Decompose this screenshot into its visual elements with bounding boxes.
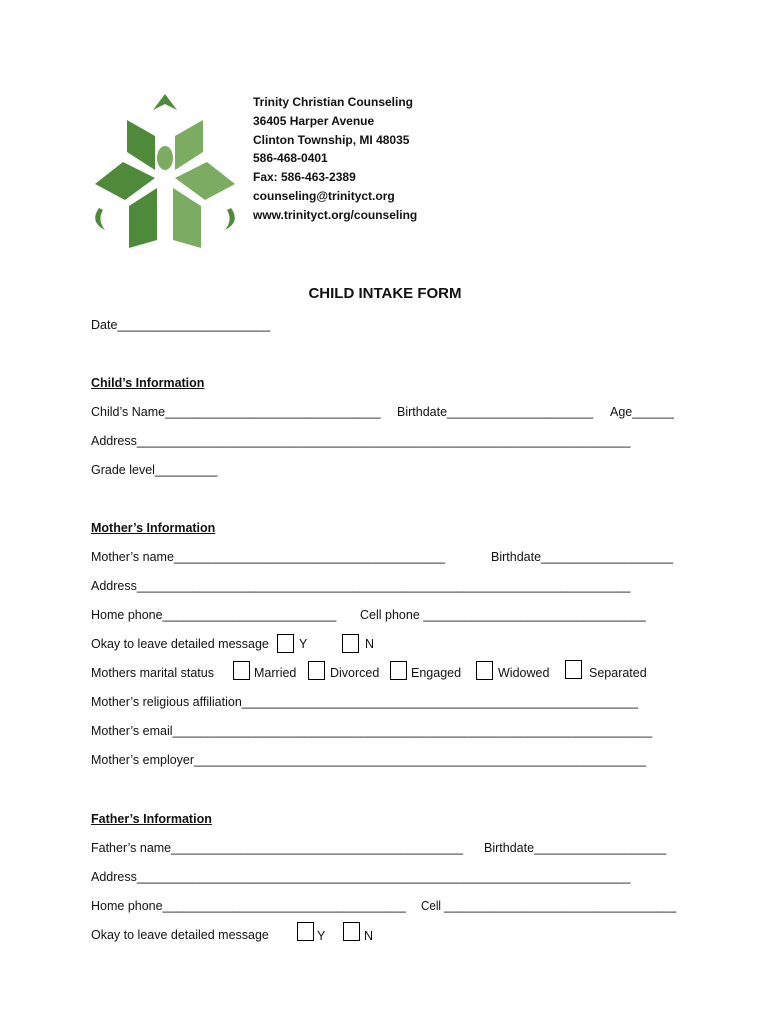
form-title: CHILD INTAKE FORM xyxy=(308,285,462,302)
date-field[interactable]: Date______________________ xyxy=(91,318,271,332)
child-birthdate-field[interactable]: Birthdate_____________________ xyxy=(397,405,594,419)
father-message-label: Okay to leave detailed message xyxy=(91,928,269,942)
mother-name-field[interactable]: Mother’s name_______________________________________ xyxy=(91,550,446,564)
child-address-field[interactable]: Address_______________________________________________________________________ xyxy=(91,434,631,448)
mother-religious-field[interactable]: Mother’s religious affiliation_________________________________________________________ xyxy=(91,695,639,709)
father-message-no-label: N xyxy=(364,929,374,943)
mother-section-heading: Mother’s Information xyxy=(91,521,216,535)
child-section-heading: Child’s Information xyxy=(91,376,205,390)
mother-cell-phone-field[interactable]: Cell phone ________________________________ xyxy=(360,608,646,622)
org-phone: 586-468-0401 xyxy=(253,151,328,166)
mother-address-field[interactable]: Address_______________________________________________________________________ xyxy=(91,579,631,593)
mother-employer-field[interactable]: Mother’s employer_________________________________________________________________ xyxy=(91,753,646,767)
divorced-checkbox[interactable] xyxy=(308,661,325,680)
mother-message-yes-label: Y xyxy=(299,637,308,651)
father-birthdate-field[interactable]: Birthdate___________________ xyxy=(484,841,667,855)
married-checkbox[interactable] xyxy=(233,661,250,680)
child-grade-field[interactable]: Grade level_________ xyxy=(91,463,218,477)
org-street: 36405 Harper Avenue xyxy=(253,113,375,128)
mother-marital-label: Mothers marital status xyxy=(91,666,214,680)
mother-birthdate-field[interactable]: Birthdate___________________ xyxy=(491,550,674,564)
father-name-field[interactable]: Father’s name__________________________________________ xyxy=(91,841,464,855)
org-website: www.trinityct.org/counseling xyxy=(253,207,418,222)
trinity-logo-icon xyxy=(85,88,245,248)
org-city: Clinton Township, MI 48035 xyxy=(253,132,410,147)
mother-message-no-checkbox[interactable] xyxy=(342,634,359,653)
child-age-field[interactable]: Age______ xyxy=(610,405,674,419)
org-name: Trinity Christian Counseling xyxy=(253,95,414,109)
separated-checkbox[interactable] xyxy=(565,660,582,679)
mother-home-phone-field[interactable]: Home phone_________________________ xyxy=(91,608,337,622)
mother-message-no-label: N xyxy=(365,637,375,651)
org-fax: Fax: 586-463-2389 xyxy=(253,170,356,185)
father-cell-field[interactable]: Cell ____________________________________ xyxy=(421,899,677,913)
separated-label: Separated xyxy=(589,666,647,680)
father-section-heading: Father’s Information xyxy=(91,812,212,826)
mother-email-field[interactable]: Mother’s email_____________________________________________________________________ xyxy=(91,724,653,738)
mother-message-yes-checkbox[interactable] xyxy=(277,634,294,653)
widowed-checkbox[interactable] xyxy=(476,661,493,680)
org-email: counseling@trinityct.org xyxy=(253,189,395,203)
mother-message-label: Okay to leave detailed message xyxy=(91,637,269,651)
father-message-yes-label: Y xyxy=(317,929,326,943)
father-address-field[interactable]: Address_______________________________________________________________________ xyxy=(91,870,631,884)
married-label: Married xyxy=(254,666,297,680)
widowed-label: Widowed xyxy=(498,666,550,680)
divorced-label: Divorced xyxy=(330,666,380,680)
engaged-label: Engaged xyxy=(411,666,462,680)
engaged-checkbox[interactable] xyxy=(390,661,407,680)
father-message-yes-checkbox[interactable] xyxy=(297,922,314,941)
father-message-no-checkbox[interactable] xyxy=(343,922,360,941)
child-name-field[interactable]: Child’s Name_______________________________ xyxy=(91,405,381,419)
father-home-phone-field[interactable]: Home phone___________________________________ xyxy=(91,899,406,913)
